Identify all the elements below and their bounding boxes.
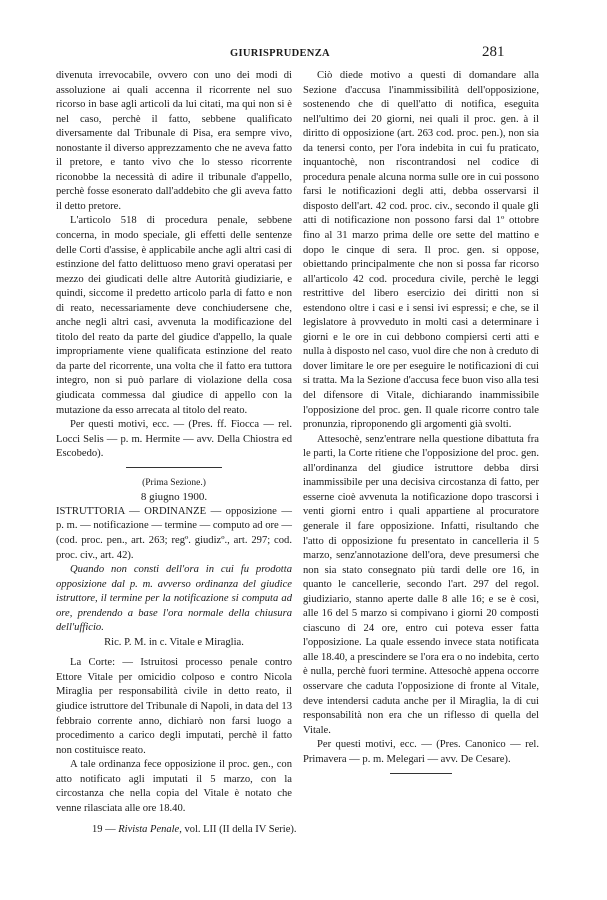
right-column: [303, 69, 539, 777]
left-paragraph-3: Per questi motivi, ecc. — (Pres. ff. Fiocca — rel. Locci Selis — p. m. Hermite — avv. Della Chiostra ed Escobedo).: [56, 419, 292, 460]
page-header: [0, 46, 607, 66]
footer-journal: Rivista Penale: [118, 824, 180, 835]
left-column: [56, 69, 292, 816]
keywords-heading: ISTRUTTORIA — ORDINANZE — opposizione — p. m. — notificazione — termine — computo ad ore — (cod. proc. pen., art. 263; regº. giudizº., art. 297; cod. proc. civ., art. 42).: [56, 505, 292, 561]
section-label: (Prima Sezione.): [142, 477, 206, 488]
footer-volume: , vol. LII (II della IV Serie).: [179, 824, 297, 835]
page-number: 281: [482, 44, 505, 60]
footer-signature: 19 —: [92, 824, 119, 835]
left-paragraph-2: L'articolo 518 di procedura penale, sebbene concerna, in modo speciale, gli effetti delle sentenze delle Corti d'assise, è applicabile anche agli altri casi di estinzione del fatto delittuoso meno gravi operatasi per mezzo dei giudicati delle altre Autorità giudiziarie, e quindi, siccome il predetto articolo parla di fatto e non di reato, necessariamente deve conchiudersene che, anche negli altri casi, avvenuta la modificazione del titolo del reato da parte del giudice d'appello, la quale impropriamente viene qualificata estinzione del reato da parte del ricorrente, una volta che il fatto era tuttora integro, non si può parlare di violazione della cosa giudicata commessa dal giudice di appello con la mutazione da esso arrecata al titolo del reato.: [56, 215, 292, 416]
case-reference: Ric. P. M. in c. Vitale e Miraglia.: [104, 636, 244, 648]
right-paragraph-2: Attesochè, senz'entrare nella questione dibattuta fra le parti, la Corte ritiene che l'opposizione del proc. gen. all'ordinanza del giudice istruttore debba dirsi inammissibile per una decisiva circostanza di fatto, per esserne cioè avvenuta la notificazione dopo trascorsi i venti giorni entro i quali appartiene al procuratore generale il fare opposizione. Infatti, risultando che l'atto di opposizione fu presentato in cancelleria il 5 marzo, senz'annotazione dell'ora, deve presumersi che non sia stato consegnato più tardi delle ore 16, in quanto le cancellerie, secondo l'art. 297 del regol. giudiziario, stanno aperte dalle 8 alle 16; e se è così, alle 16 del 5 marzo si compivano i giorni 20 composti ciascuno di 24 ore, entro cui poteva esser fatta l'opposizione. La quale essendo invece stata notificata alle 18.40, a prescindere se l'ora era o no indebita, certo è nulla, perchè fuori termine. Attesochè appena occorre osservare che caduta l'opposizione di fronte al Vitale, deve intendersi caduta anche per il Miraglia, la di cui responsabilità non era che un riflesso di quella del Vitale.: [303, 433, 539, 736]
end-divider: [390, 773, 452, 774]
section-divider: [126, 467, 222, 468]
legal-maxim: Quando non consti dell'ora in cui fu prodotta opposizione dal p. m. avverso ordinanza del giudice istruttore, il termine per la notificazione si computa ad ore, prendendo a base l'ora normale della chiusura dell'ufficio.: [56, 564, 292, 634]
left-paragraph-4: La Corte: — Istruitosi processo penale contro Ettore Vitale per omicidio colposo e contro Nicola Miraglia per responsabilità civile in detto reato, il giudice istruttore del Tribunale di Napoli, in data del 13 febbraio corrente anno, dichiarò non farsi luogo a procedimento a carico degli imputati, perchè il fatto non costituisce reato.: [56, 657, 292, 756]
right-paragraph-1: Ciò diede motivo a questi di domandare alla Sezione d'accusa l'inammissibilità dell'opposizione, sostenendo che di quell'atto di notifica, eseguita nell'ultimo dei 20 giorni, nei quali il proc. gen. à il diritto di opposizione (art. 263 cod. proc. pen.), non sia da tenersi conto, per l'ora indebita in cui fu praticato, inquantochè, non riscontrandosi nel codice di procedura penale alcuna norma sulle ore in cui possono farsi le notificazioni degli atti, debba osservarsi il disposto dell'art. 42 cod. proc. civ., secondo il quale gli atti di notificazione non possono farsi dal 1º ottobre fino al 31 marzo prima delle ore sette del mattino e dopo le cinque di sera. Il proc. gen. si oppose, obiettando principalmente che non si possa far ricorso all'articolo 42 cod. procedura civile, perchè le leggi restrittive del libero esercizio dei diritti non si estendono oltre i casi e i sensi ivi espressi; e che, se il legislatore à provveduto in molti casi a determinare i giorni e le ore in cui debbono compiersi certi atti e nulla à disposto nel caso, vuol dire che non à creduto di dover limitare le ore per eseguire le notificazioni di cui si tratta. Ma la Sezione d'accusa fece buon viso alla tesi del difensore di Vitale, dichiarando inammissibile l'opposizione del proc. gen. Il quale ricorre contro tale pronunzia, riproponendo gli argomenti già svolti.: [303, 70, 539, 431]
left-paragraph-1: divenuta irrevocabile, ovvero con uno dei modi di assoluzione ai quali accenna il ricorrente nel suo ricorso in base agli articoli da lui citati, ma qui non si è nel caso, perchè il fatto, sebbene qualificato diversamente dal Tribunale di Pisa, era sempre vivo, nonostante il diverso apprezzamento che ne aveva fatto il pretore, e tanto vivo che lo stesso ricorrente riconobbe la necessità di adire il tribunale d'appello, perchè fosse esonerato dall'addebito che gli aveva fatto il detto pretore.: [56, 70, 292, 212]
right-paragraph-3: Per questi motivi, ecc. — (Pres. Canonico — rel. Primavera — p. m. Melegari — avv. De Cesare).: [303, 739, 539, 765]
left-paragraph-5: A tale ordinanza fece opposizione il proc. gen., con atto notificato agli imputati il 5 marzo, con la circostanza che nella copia del Vitale è notato che venne rilasciata alle ore 18.40.: [56, 759, 292, 814]
decision-date: 8 giugno 1900.: [140, 491, 208, 504]
running-head: GIURISPRUDENZA: [230, 48, 330, 59]
page-footer: [92, 824, 297, 835]
